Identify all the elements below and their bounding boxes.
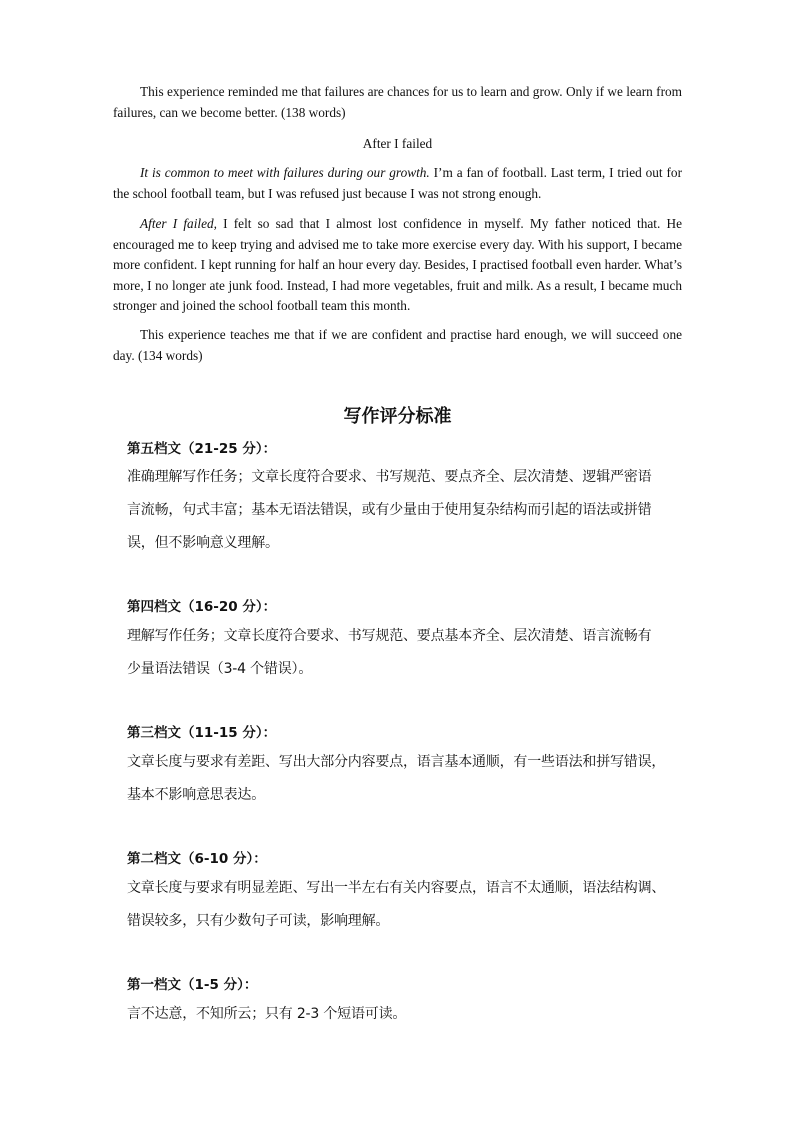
rubric-level-2-heading: 第二档文（6-10 分）： [127, 851, 267, 867]
rubric-level-2-line: 错误较多，只有少数句子可读，影响理解。 [127, 913, 390, 929]
essay2-p1-italic: It is common to meet with failures during our growth. [140, 165, 430, 180]
essay2-paragraph-1 [113, 163, 682, 204]
essay2-p1-text: I’m a fan of football. Last term, I tried out for the school football team, but I was refused just because I was not strong enough. [113, 165, 682, 201]
rubric-title: 写作评分标准 [343, 406, 452, 427]
rubric-level-1-line: 言不达意，不知所云；只有 2-3 个短语可读。 [127, 1006, 407, 1022]
essay2-p2-text: I felt so sad that I almost lost confidence in myself. My father noticed that. He encouraged me to keep trying and advised me to take more exercise every day. With his support, I became more confident. I kept running for half an hour every day. Besides, I practised football even harder. What’s more, I no longer ate junk food. Instead, I had more vegetables, fruit and milk. As a result, I became much stronger and joined the school football team this month. [113, 216, 682, 313]
rubric-level-3-heading: 第三档文（11-15 分）： [127, 725, 277, 741]
rubric-level-3-line: 基本不影响意思表达。 [127, 787, 265, 803]
rubric-level-5-heading: 第五档文（21-25 分）： [127, 441, 277, 457]
essay2-paragraph-2 [113, 214, 682, 317]
rubric-level-1-heading: 第一档文（1-5 分）： [127, 977, 258, 993]
essay2-paragraph-3: This experience teaches me that if we are confident and practise hard enough, we will succeed one day. (134 words) [113, 327, 682, 363]
rubric-level-2-line: 文章长度与要求有明显差距、写出一半左右有关内容要点，语言不太通顺，语法结构调、 [127, 880, 666, 896]
rubric-level-3-line: 文章长度与要求有差距、写出大部分内容要点，语言基本通顺，有一些语法和拼写错误， [127, 754, 666, 770]
rubric-level-5-line: 言流畅，句式丰富；基本无语法错误，或有少量由于使用复杂结构而引起的语法或拼错 [127, 502, 652, 518]
essay1-closing-paragraph: This experience reminded me that failures are chances for us to learn and grow. Only if we learn from failures, can we become better. (138 words) [113, 84, 682, 120]
rubric-level-4-line: 理解写作任务；文章长度符合要求、书写规范、要点基本齐全、层次清楚、语言流畅有 [127, 628, 652, 644]
essay2-p2-italic: After I failed, [140, 216, 217, 231]
rubric-level-4-line: 少量语法错误（3-4 个错误）。 [127, 661, 313, 677]
rubric-level-5-line: 准确理解写作任务；文章长度符合要求、书写规范、要点齐全、层次清楚、逻辑严密语 [127, 469, 652, 485]
rubric-level-5-line: 误，但不影响意义理解。 [127, 535, 279, 551]
essay2-title: After I failed [362, 136, 433, 151]
rubric-level-4-heading: 第四档文（16-20 分）： [127, 599, 277, 615]
